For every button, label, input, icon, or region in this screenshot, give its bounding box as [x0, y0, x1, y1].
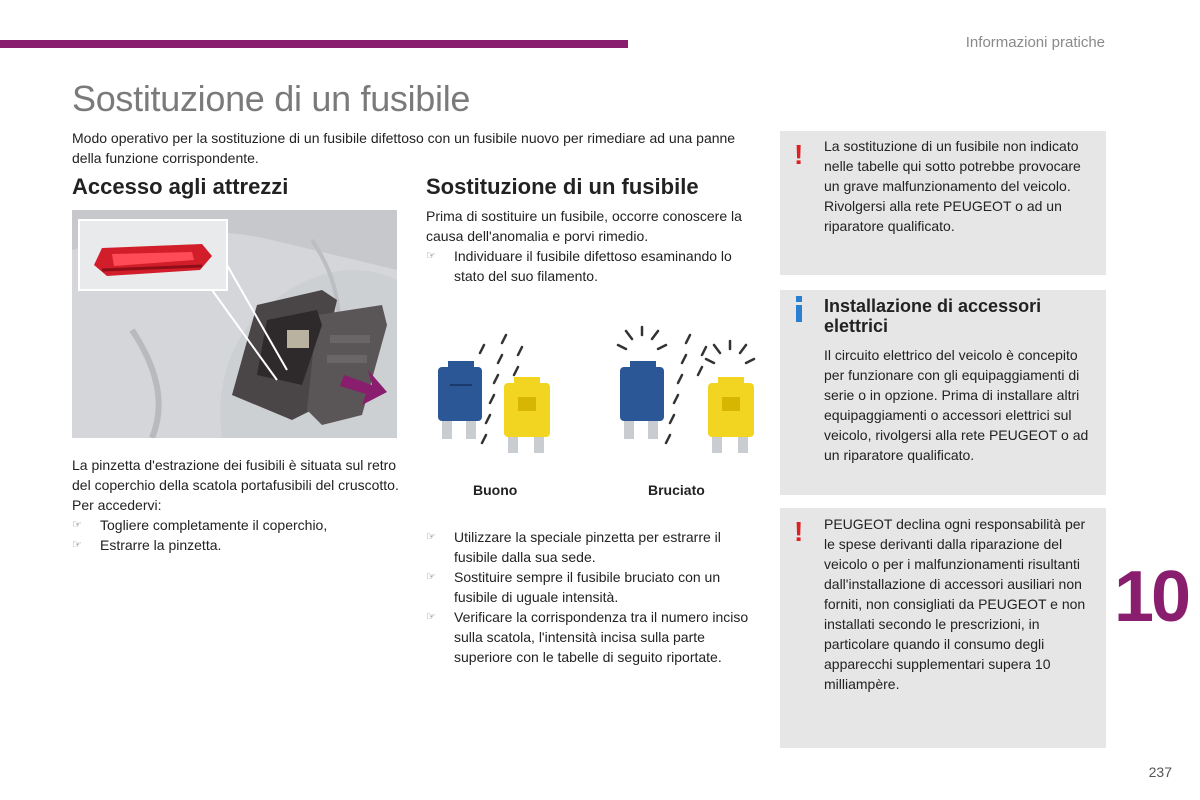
heading-sostituzione-fusibile: Sostituzione di un fusibile [426, 174, 699, 199]
chapter-number: 10 [1114, 557, 1189, 637]
fusebox-illustration [72, 210, 397, 438]
exclamation-icon: ! [794, 139, 804, 170]
caption-good: Buono [473, 482, 518, 498]
list-item: ☞ Togliere completamente il coperchio, [72, 517, 328, 533]
section-header: Informazioni pratiche [965, 34, 1105, 51]
info-box-accessories [780, 290, 1106, 495]
heading-accesso-attrezzi: Accesso agli attrezzi [72, 174, 289, 199]
page-title: Sostituzione di un fusibile [72, 78, 471, 119]
left-column-text [72, 455, 402, 555]
middle-column-text [426, 206, 751, 286]
info-icon [794, 296, 804, 322]
top-accent-bar [0, 40, 628, 48]
hand-pointer-icon: ☞ [426, 250, 436, 262]
info-box-text: Il circuito elettrico del veicolo è concepito per funzionare con gli equipaggiamenti di serie o in opzione. Prima di installare altri equipaggiamenti o accessori elettrici sul veicolo, rivolgersi alla rete PEUGEOT o ad un riparatore qualificato. [824, 347, 1089, 463]
hand-pointer-icon: ☞ [426, 531, 436, 543]
list-item: ☞ Utilizzare la speciale pinzetta per estrarre il fusibile dalla sua sede. [426, 529, 721, 565]
warning-box-liability [780, 508, 1106, 748]
good-fuse-pair-icon [438, 335, 550, 453]
info-box-title: Installazione di accessori elettrici [824, 296, 1042, 336]
fuse-comparison-figure [420, 325, 760, 460]
fuse-tweezers-paragraph: La pinzetta d'estrazione dei fusibili è situata sul retro del coperchio della scatola portafusibili del cruscotto. [72, 457, 399, 493]
access-lead: Per accedervi: [72, 497, 162, 513]
list-item: ☞ Estrarre la pinzetta. [72, 537, 222, 553]
hand-pointer-icon: ☞ [72, 539, 82, 551]
intro-paragraph: Modo operativo per la sostituzione di un fusibile difettoso con un fusibile nuovo per rimediare ad una panne della funzione corrispondente. [72, 130, 736, 166]
middle-bottom-list [426, 527, 756, 667]
burnt-fuse-pair-icon [618, 327, 754, 453]
list-item: ☞ Individuare il fusibile difettoso esaminando lo stato del suo filamento. [426, 248, 732, 284]
page-number: 237 [1148, 764, 1172, 780]
list-item: ☞ Sostituire sempre il fusibile bruciato con un fusibile di uguale intensità. [426, 569, 721, 605]
hand-pointer-icon: ☞ [72, 519, 82, 531]
exclamation-icon: ! [794, 516, 804, 547]
list-item: ☞ Verificare la corrispondenza tra il numero inciso sulla scatola, l'intensità incisa sulla parte superiore con le tabelle di seguito riportate. [426, 609, 749, 665]
caption-burnt: Bruciato [648, 482, 705, 498]
cause-paragraph: Prima di sostituire un fusibile, occorre conoscere la causa dell'anomalia e porvi rimedio. [426, 208, 742, 244]
liability-text: PEUGEOT declina ogni responsabilità per le spese derivanti dalla riparazione del veicolo o per i malfunzionamenti risultanti dall'installazione di accessori ausiliari non forniti, non consigliati da PEUGEOT e non installati secondo le prescrizioni, in particolare quando il consumo degli apparecchi supplementari supera 10 milliampère. [824, 516, 1086, 692]
hand-pointer-icon: ☞ [426, 571, 436, 583]
hand-pointer-icon: ☞ [426, 611, 436, 623]
warning-box-unlisted-fuse: ! La sostituzione di un fusibile non indicato nelle tabelle qui sotto potrebbe provocare un grave malfunzionamento del veicolo. Rivolgersi alla rete PEUGEOT o ad un riparatore qualificato. [780, 131, 1106, 275]
